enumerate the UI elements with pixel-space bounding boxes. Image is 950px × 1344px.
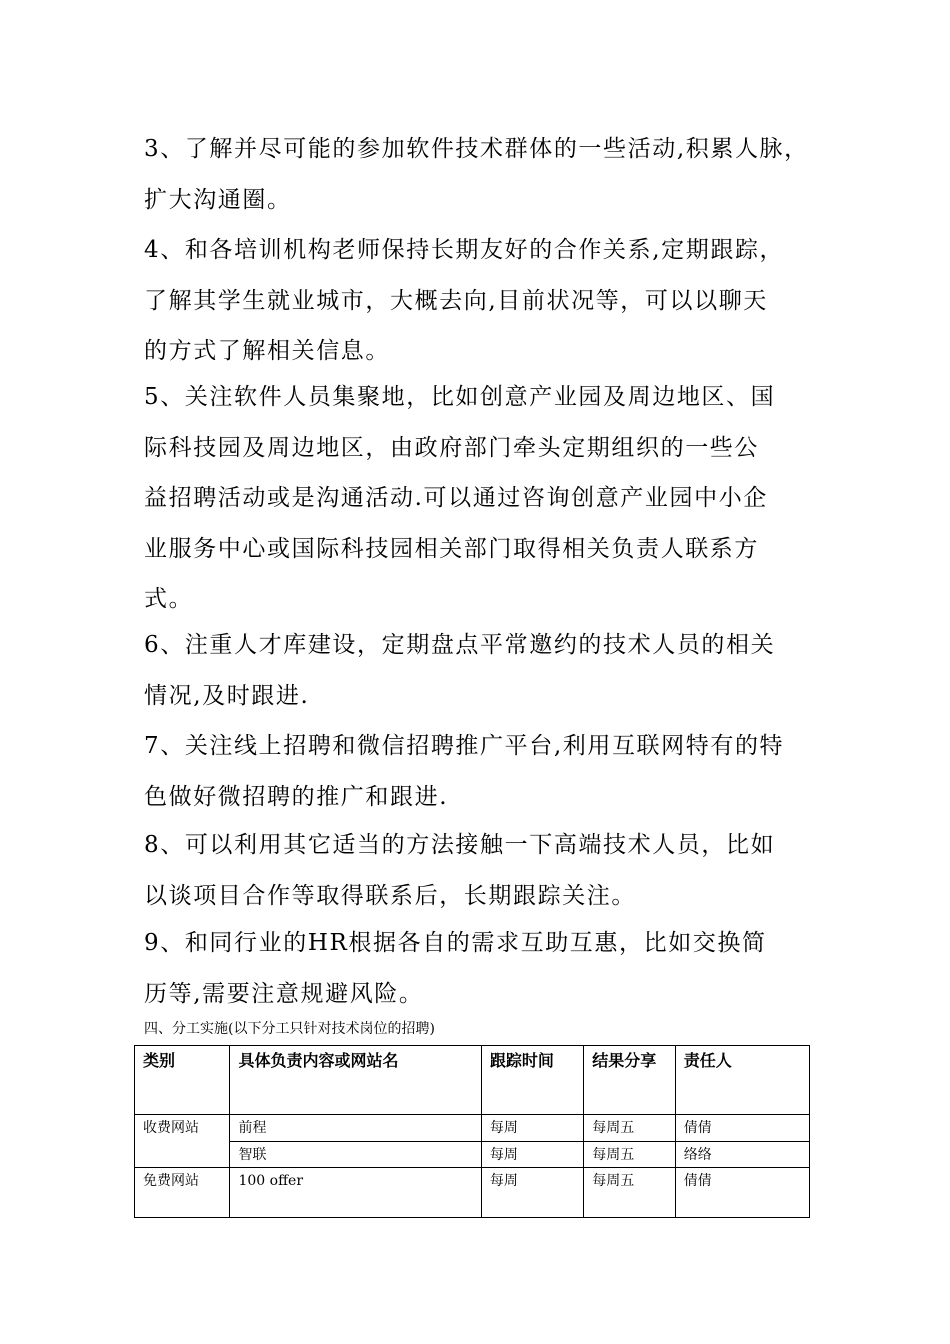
table-row xyxy=(135,1142,810,1168)
table-row xyxy=(135,1115,810,1142)
text-line: 色做好微招聘的推广和跟进. xyxy=(144,783,449,810)
table-cell: 络络 xyxy=(675,1142,809,1168)
text-line: 益招聘活动或是沟通活动.可以通过咨询创意产业园中小企 xyxy=(144,485,768,511)
text-line: 情况,及时跟进. xyxy=(144,682,310,709)
table-cell: 前程 xyxy=(230,1115,481,1142)
table-cell: 100 offer xyxy=(230,1168,481,1218)
paragraph-item-7 xyxy=(144,721,824,822)
table-cell: 每周五 xyxy=(584,1115,676,1142)
text-line: 际科技园及周边地区，由政府部门牵头定期组织的一些公 xyxy=(144,434,759,461)
section-caption: 四、分工实施(以下分工只针对技术岗位的招聘) xyxy=(144,1021,435,1037)
text-line: 式。 xyxy=(144,586,194,612)
text-line: 扩大沟通圈。 xyxy=(144,186,292,213)
text-line: 3、了解并尽可能的参加软件技术群体的一些活动,积累人脉， xyxy=(144,136,809,162)
table-cell: 每周五 xyxy=(584,1168,676,1218)
text-line: 6、注重人才库建设，定期盘点平常邀约的技术人员的相关 xyxy=(144,632,776,658)
header-category: 类别 xyxy=(135,1046,230,1115)
paragraph-item-9 xyxy=(144,918,824,1019)
paragraph-item-3 xyxy=(144,124,824,225)
text-line: 8、可以利用其它适当的方法接触一下高端技术人员，比如 xyxy=(144,832,776,858)
header-content: 具体负责内容或网站名 xyxy=(230,1046,481,1115)
paragraph-item-8 xyxy=(144,820,824,921)
table-cell-category xyxy=(135,1142,230,1168)
text-line: 业服务中心或国际科技园相关部门取得相关负责人联系方 xyxy=(144,535,759,562)
table-cell: 倩倩 xyxy=(675,1115,809,1142)
header-owner: 责任人 xyxy=(675,1046,809,1115)
table-cell: 每周 xyxy=(481,1168,583,1218)
header-tracking-time: 跟踪时间 xyxy=(481,1046,583,1115)
text-line: 4、和各培训机构老师保持长期友好的合作关系,定期跟踪， xyxy=(144,237,785,263)
table-cell: 倩倩 xyxy=(675,1168,809,1218)
text-line: 了解其学生就业城市，大概去向,目前状况等，可以以聊天 xyxy=(144,287,768,314)
table-cell-category: 免费网站 xyxy=(135,1168,230,1218)
text-line: 9、和同行业的HR根据各自的需求互助互惠，比如交换简 xyxy=(144,930,767,956)
text-line: 的方式了解相关信息。 xyxy=(144,338,390,364)
table-cell: 每周 xyxy=(481,1142,583,1168)
text-line: 5、关注软件人员集聚地，比如创意产业园及周边地区、国 xyxy=(144,384,776,410)
table-cell: 智联 xyxy=(230,1142,481,1168)
table-cell-category: 收费网站 xyxy=(135,1115,230,1142)
paragraph-item-6 xyxy=(144,620,824,721)
assignment-table xyxy=(134,1045,810,1218)
paragraph-item-4 xyxy=(144,225,824,377)
paragraph-item-5 xyxy=(144,372,824,625)
table-header-row xyxy=(135,1046,810,1115)
table-cell: 每周五 xyxy=(584,1142,676,1168)
text-line: 7、关注线上招聘和微信招聘推广平台,利用互联网特有的特 xyxy=(144,733,785,759)
table-row xyxy=(135,1168,810,1218)
text-line: 历等,需要注意规避风险。 xyxy=(144,980,424,1007)
text-line: 以谈项目合作等取得联系后，长期跟踪关注。 xyxy=(144,882,636,909)
table-cell: 每周 xyxy=(481,1115,583,1142)
header-result-sharing: 结果分享 xyxy=(584,1046,676,1115)
